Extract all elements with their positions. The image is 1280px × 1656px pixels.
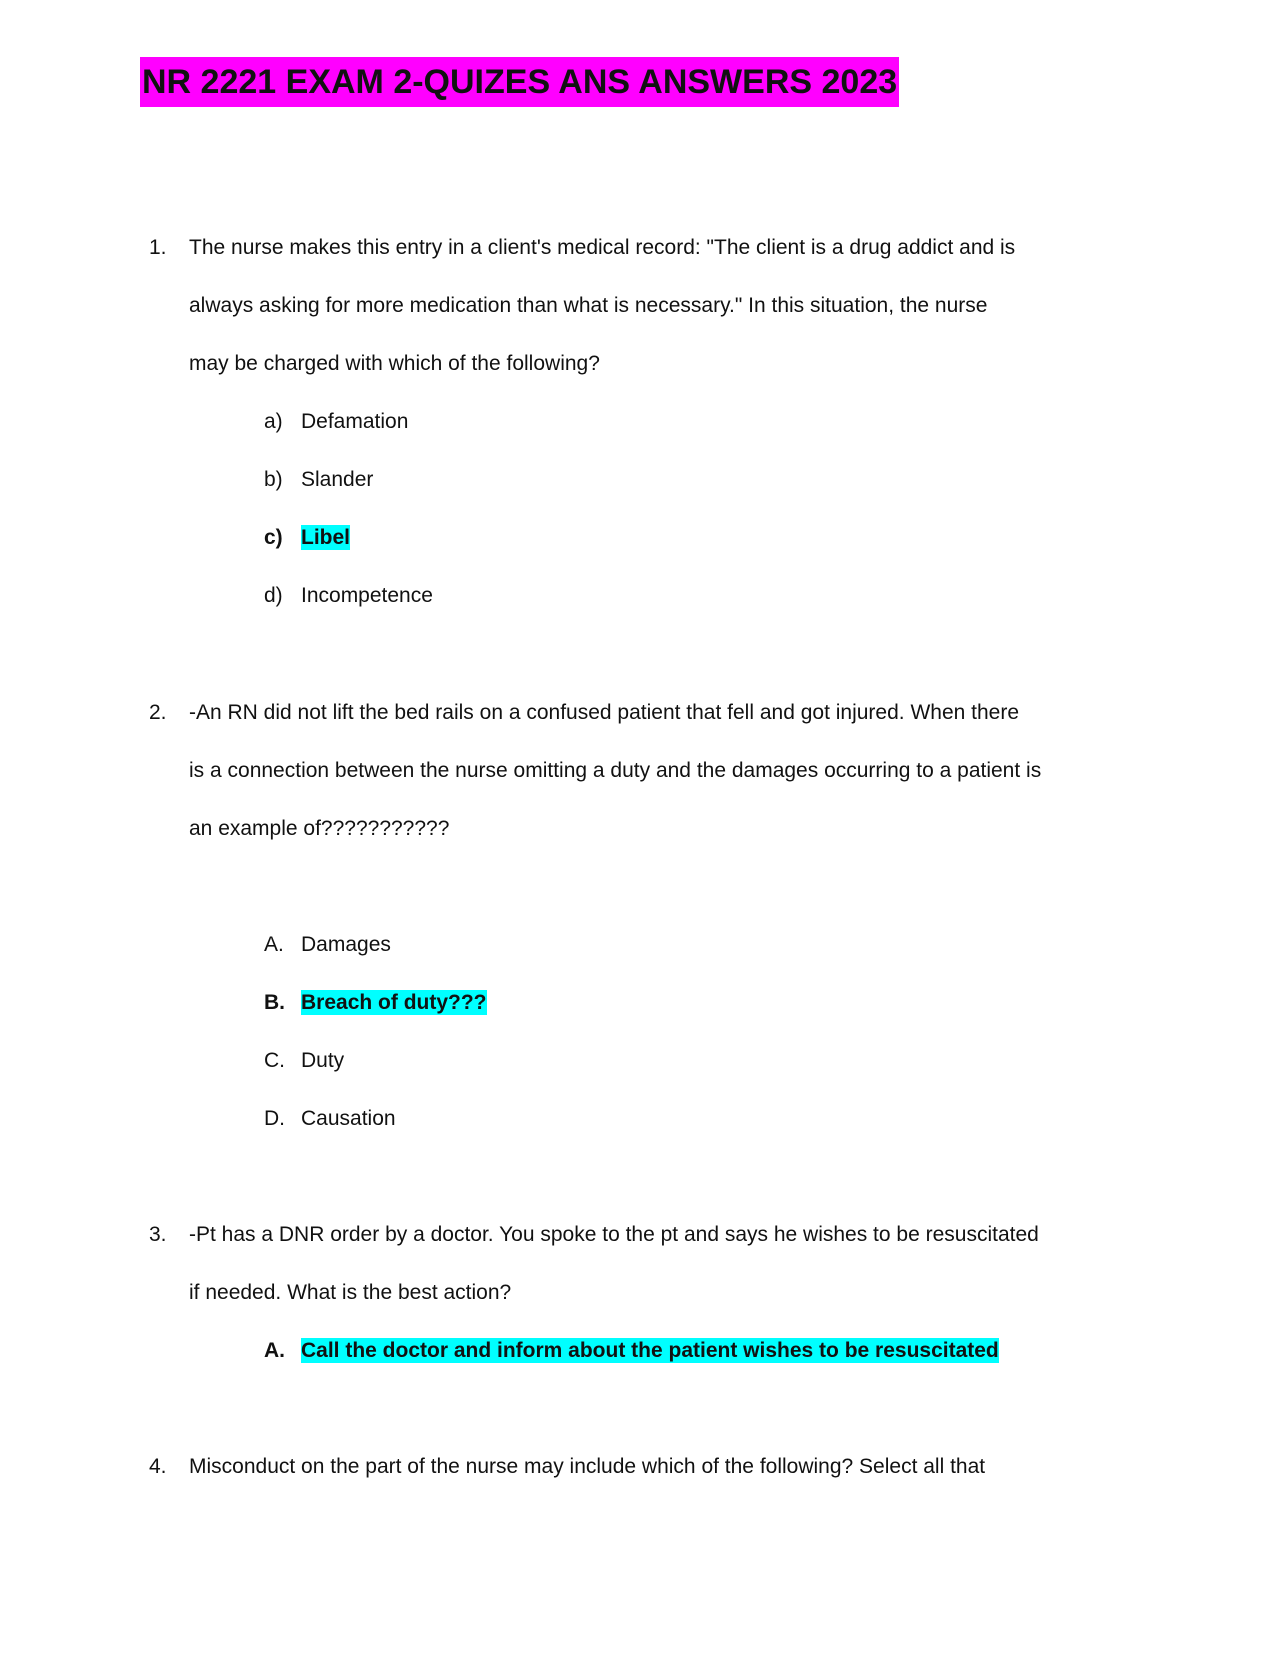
question-number: 2. [149,701,167,724]
option-text: Causation [301,1107,396,1130]
option-marker: B. [264,991,285,1014]
question-text-line: Misconduct on the part of the nurse may include which of the following? Select all that [189,1455,986,1478]
option-marker: A. [264,933,284,956]
question-text-line: The nurse makes this entry in a client's medical record: "The client is a drug addict and is [189,236,1016,259]
highlighted-answer: Call the doctor and inform about the patient wishes to be resuscitated [301,1339,999,1362]
question-text-line: -Pt has a DNR order by a doctor. You spoke to the pt and says he wishes to be resuscitated [189,1223,1039,1246]
option-marker: D. [264,1107,285,1130]
option-text: Slander [301,468,374,491]
question-text-line: may be charged with which of the following? [189,352,600,375]
question-text-line: is a connection between the nurse omitting a duty and the damages occurring to a patient is [189,759,1042,782]
question-text-line: -An RN did not lift the bed rails on a confused patient that fell and got injured. When there [189,701,1020,724]
option-text: Incompetence [301,584,433,607]
question-number: 3. [149,1223,167,1246]
document-title: NR 2221 EXAM 2-QUIZES ANS ANSWERS 2023 [140,57,899,107]
question-number: 1. [149,236,167,259]
highlighted-answer: Breach of duty??? [301,991,487,1014]
question-text-line: always asking for more medication than what is necessary." In this situation, the nurse [189,294,988,317]
question-number: 4. [149,1455,167,1478]
option-marker: C. [264,1049,285,1072]
question-text-line: an example of??????????? [189,817,450,840]
option-text: Defamation [301,410,409,433]
option-text: Damages [301,933,391,956]
option-marker: d) [264,584,283,607]
option-marker: a) [264,410,283,433]
option-marker: c) [264,526,283,549]
highlighted-answer: Libel [301,526,351,549]
question-text-line: if needed. What is the best action? [189,1281,512,1304]
option-marker: b) [264,468,283,491]
option-marker: A. [264,1339,285,1362]
option-text: Duty [301,1049,345,1072]
